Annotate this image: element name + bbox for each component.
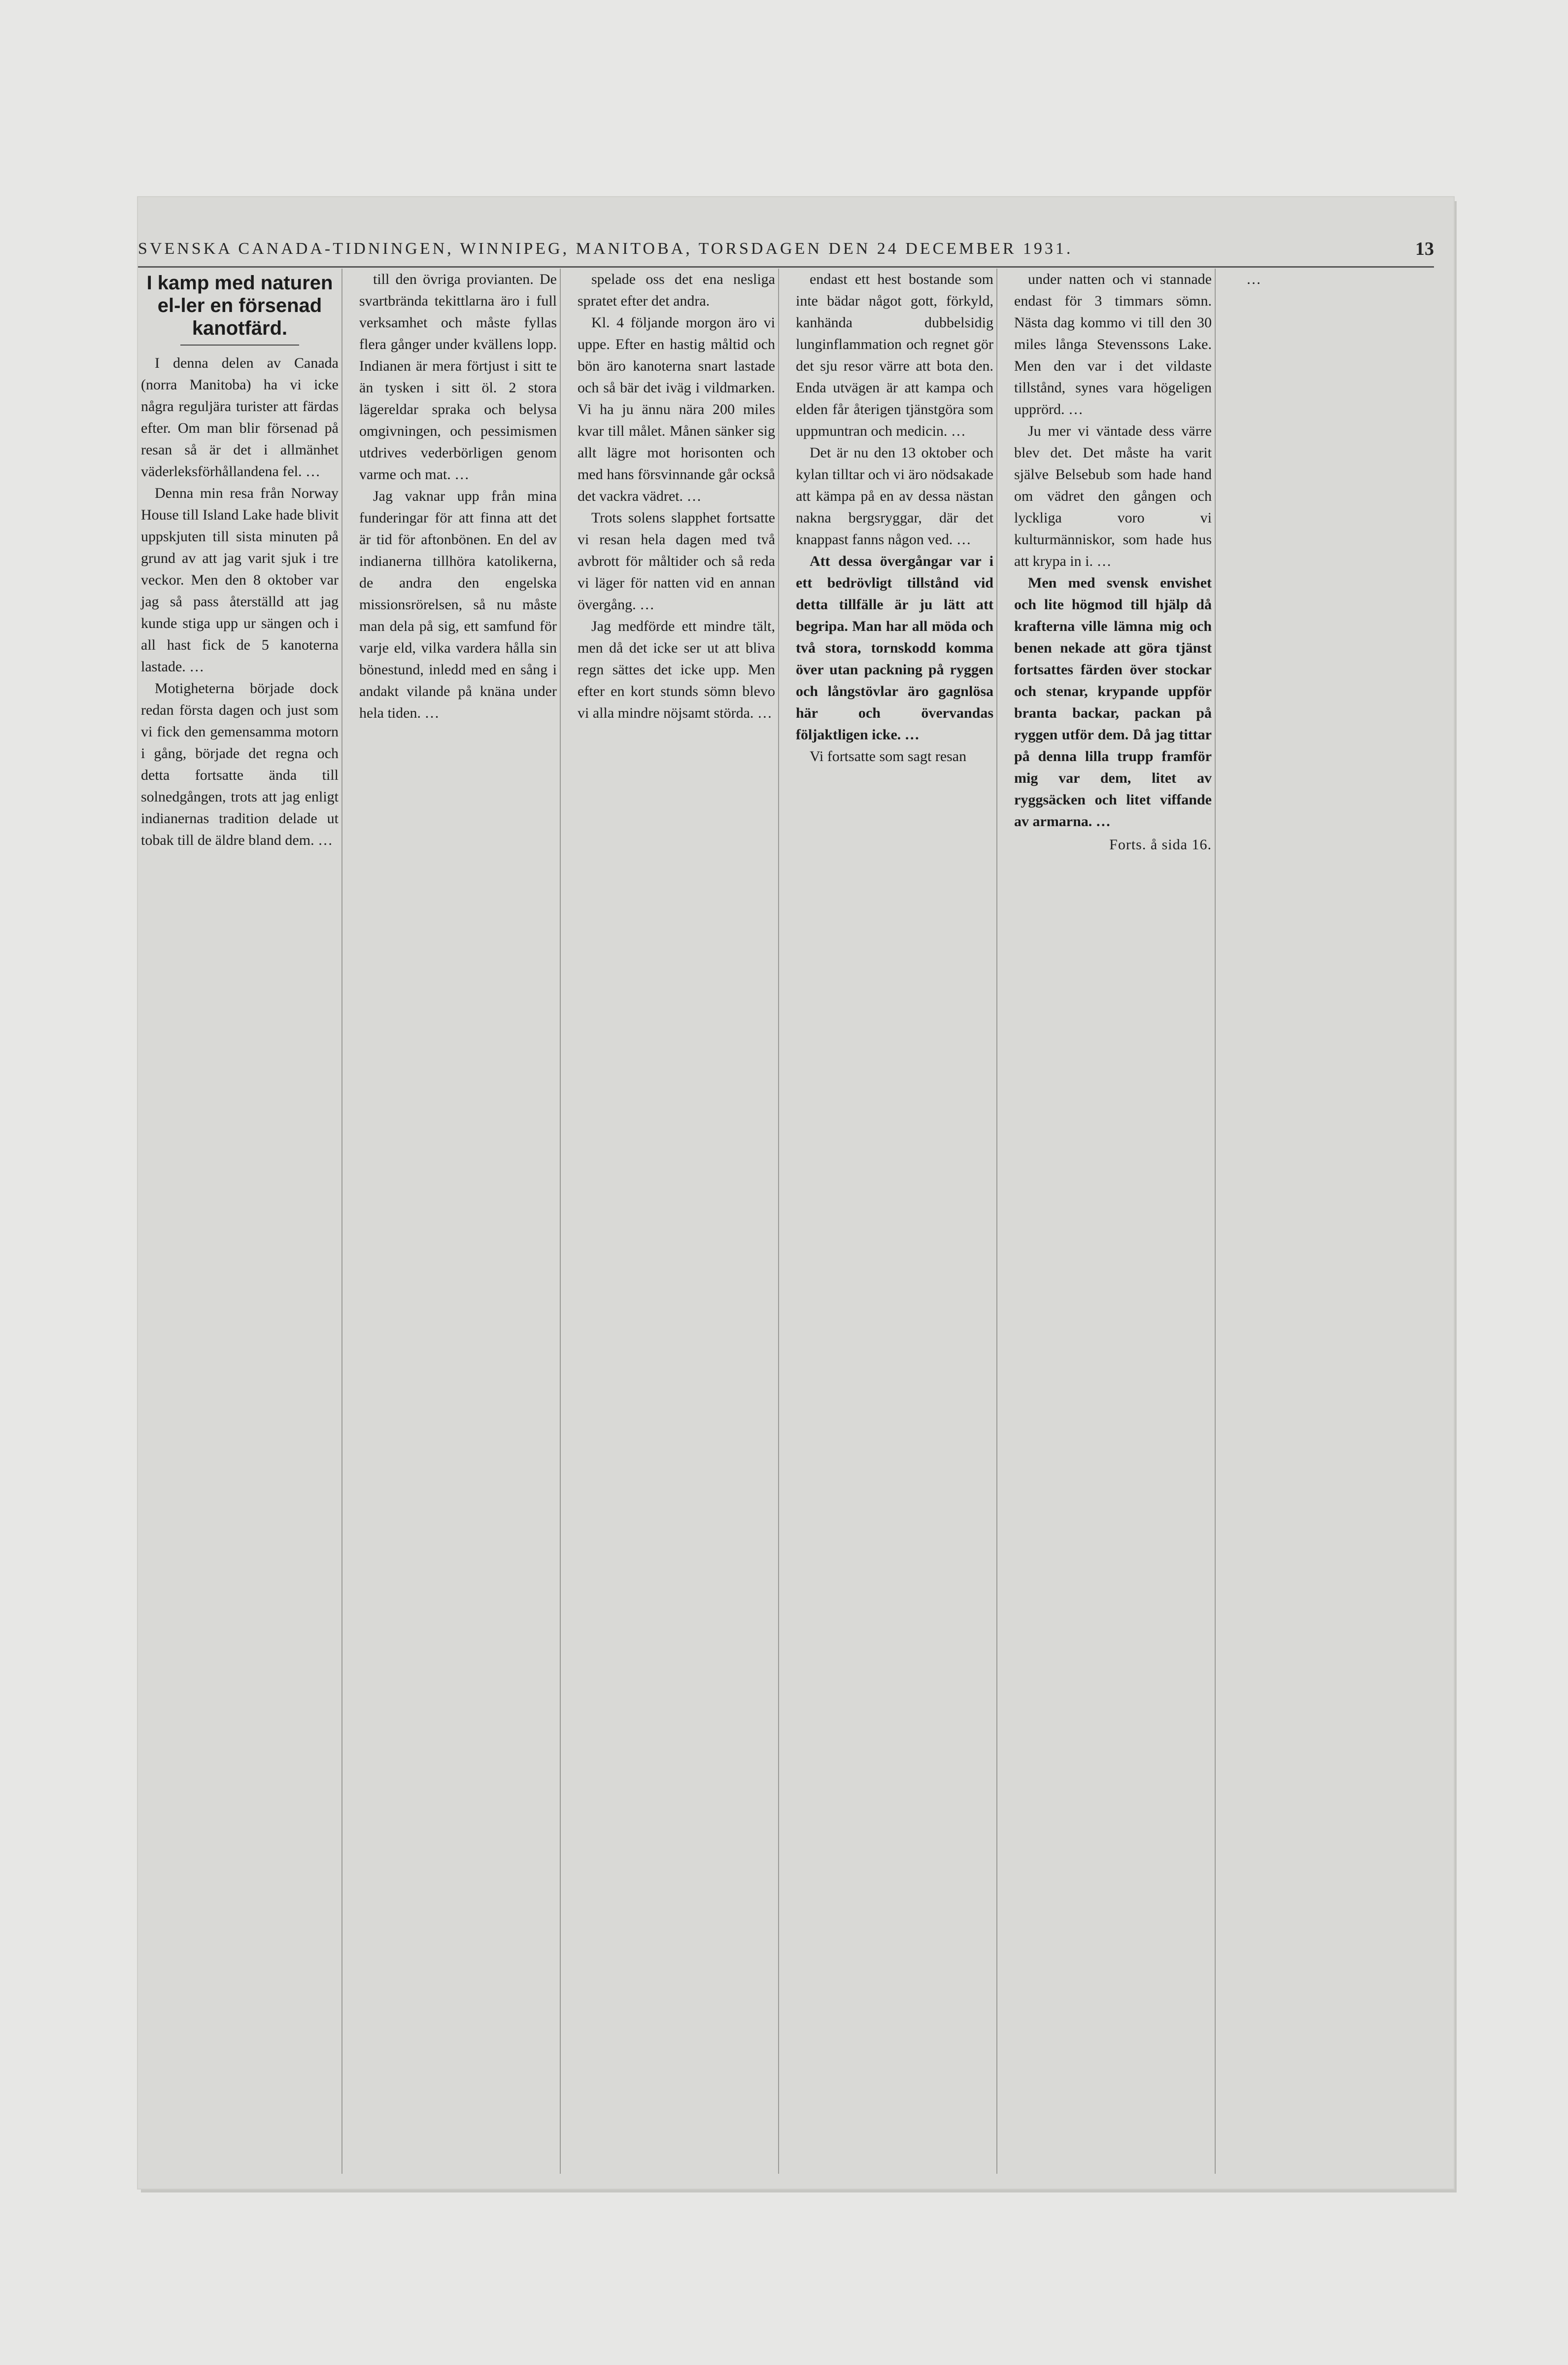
article-columns [138, 269, 1434, 2174]
article-headline: I kamp med naturen el-ler en försenad kanotfärd. [146, 272, 333, 339]
paragraph: Jag vaknar upp från mina funderingar för att finna att det är tid för aftonbönen. En del av indianerna tillhöra katolikerna, de andra den engelska missionsrörelsen, så nu måste man dela på sig, ett samfund för varje eld, vilka vardera hålla sin bönestund, inledd med en sång i andakt vilande på knäna under hela tiden. … [359, 488, 557, 721]
paragraph: Men med svensk envishet och lite högmod till hjälp då krafterna ville lämna mig och benen nekade att göra tjänst fortsattes färden över stockar och stenar, krypande uppför branta backar, packan på ryggen utför dem. Då jag tittar på denna lilla trupp framför mig var dem, litet av ryggsäcken och litet viffande av armarna. … [1014, 575, 1212, 830]
paragraph: under natten och vi stannade endast för 3 timmars sömn. Nästa dag kommo vi till den 30 miles långa Stevenssons Lake. Men den var i det vildaste tillstånd, synes vara högeligen upprörd. … [1014, 271, 1212, 417]
paragraph: Det är nu den 13 oktober och kylan tilltar och vi äro nödsakade att kämpa på en av dessa nästan nakna bergsryggar, där det knappast fanns någon ved. … [796, 445, 993, 548]
column-1 [138, 269, 342, 2174]
paragraph: I denna delen av Canada (norra Manitoba) ha vi icke några reguljära turister att färdas efter. Om man blir försenad på resan så är det i allmänhet väderleksförhållandena fel. … [141, 355, 339, 480]
paragraph: endast ett hest bostande som inte bädar något gott, förkyld, kanhända dubbelsidig lunginflammation och regnet gör det sju resor värre att bota den. Enda utvägen är att kampa och elden får återigen tjänstgöra som uppmuntran och medicin. … [796, 271, 993, 439]
paragraph: Ju mer vi väntade dess värre blev det. Det måste ha varit själve Belsebub som hade hand om vädret den gången och lyckliga voro vi kulturmänniskor, som hade hus att krypa in i. … [1014, 423, 1212, 569]
column-5 [1011, 269, 1216, 2174]
paragraph: Vi fortsatte som sagt resan [810, 748, 967, 765]
paragraph: … [1246, 271, 1261, 287]
continuation-note: Forts. å sida 16. [1109, 836, 1212, 853]
column-6 [1229, 269, 1434, 2174]
column-4 [793, 269, 997, 2174]
column-2 [356, 269, 561, 2174]
paragraph: Denna min resa från Norway House till Island Lake hade blivit uppskjuten till sista minuten på grund av att jag varit sjuk i tre veckor. Men den 8 oktober var jag så pass återställd att jag kunde stiga upp ur sängen och i all hast fick de 5 kanoterna lastade. … [141, 485, 339, 675]
paragraph: spelade oss det ena nesliga spratet efter det andra. [578, 271, 775, 309]
running-head [138, 232, 1434, 268]
paragraph: till den övriga provianten. De svartbrända tekittlarna äro i full verksamhet och måste fyllas flera gånger under kvällens lopp. Indianen är mera förtjust i sitt te än tysken i sitt öl. 2 stora lägereldar spraka och belysa omgivningen, och pessimismen utdrives vederbörligen genom varme och mat. … [359, 271, 557, 483]
column-3 [575, 269, 779, 2174]
paragraph: Trots solens slapphet fortsatte vi resan hela dagen med två avbrott för måltider och så reda vi läger för natten vid en annan övergång. … [578, 510, 775, 613]
paragraph: Jag medförde ett mindre tält, men då det icke ser ut att bliva regn sättes det icke upp. Men efter en kort stunds sömn blevo vi alla mindre nöjsamt störda. … [578, 618, 775, 721]
paragraph: Att dessa övergångar var i ett bedrövligt tillstånd vid detta tillfälle är ju lätt att begripa. Man har all möda och två stora, tornskodd komma över utan packning på ryggen och långstövlar äro gagnlösa här och övervandas följaktligen icke. … [796, 553, 993, 743]
masthead-line: SVENSKA CANADA-TIDNINGEN, WINNIPEG, MANITOBA, TORSDAGEN DEN 24 DECEMBER 1931. [138, 240, 1073, 258]
paragraph: Motigheterna började dock redan första dagen och just som vi fick den gemensamma motorn i gång, började det regna och detta fortsatte ända till solnedgången, trots att jag enligt indianernas tradition delade ut tobak till de äldre bland dem. … [141, 680, 339, 848]
paragraph: Kl. 4 följande morgon äro vi uppe. Efter en hastig måltid och bön äro kanoterna snart lastade och så bär det iväg i vildmarken. Vi ha ju ännu nära 200 miles kvar till målet. Månen sänker sig allt lägre mot horisonten och med hans försvinnande går också det vackra vädret. … [578, 314, 775, 504]
page-number: 13 [1415, 239, 1434, 259]
headline-rule [180, 345, 299, 346]
